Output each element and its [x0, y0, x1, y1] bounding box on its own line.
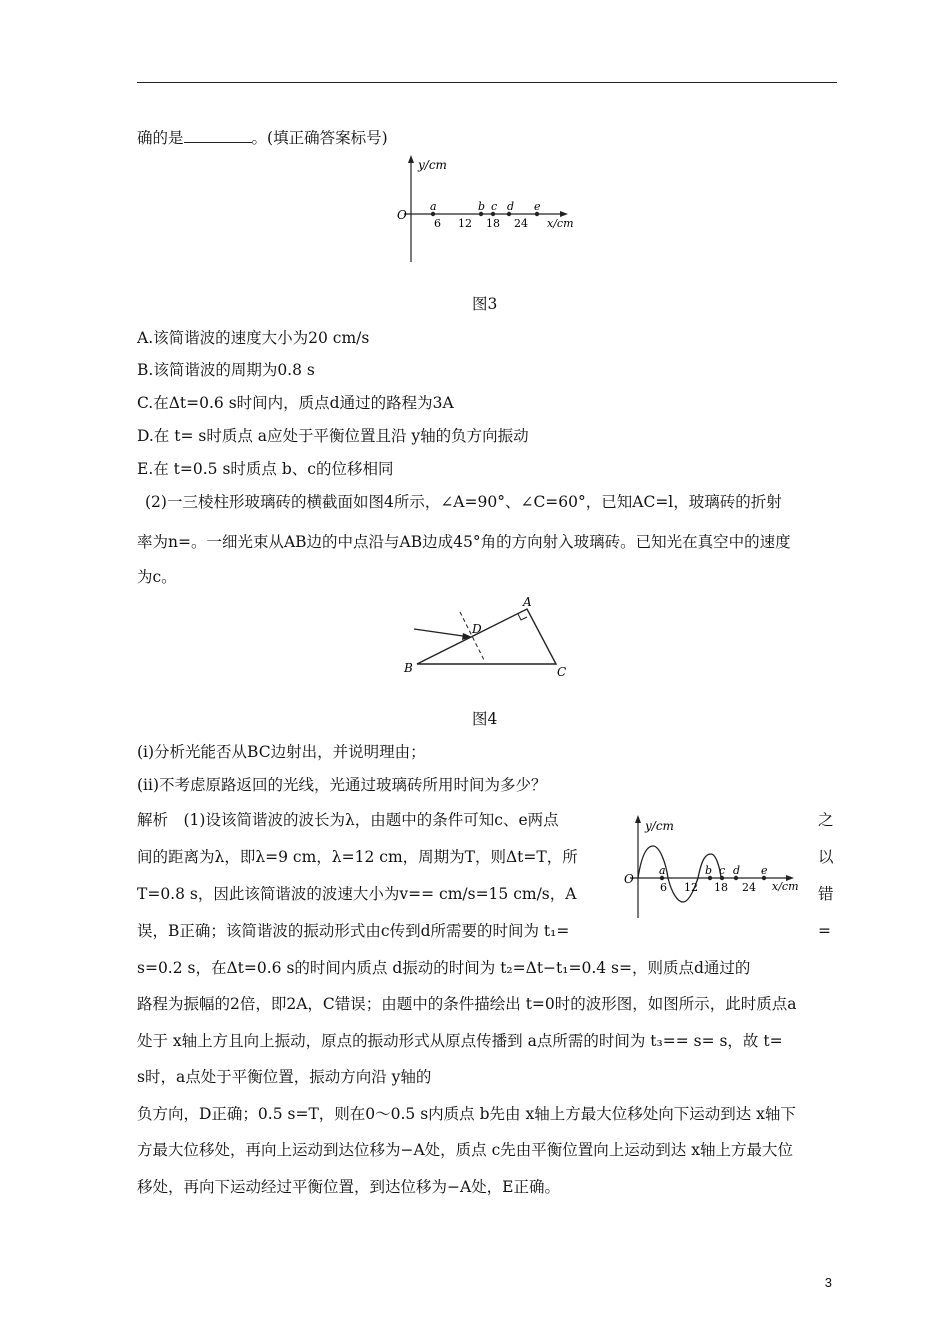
- label-a: A: [523, 595, 532, 609]
- solution-line-7: 处于 x轴上方且向上振动，原点的振动形式从原点传播到 a点所需的时间为 t₃== s= s，故 t=: [137, 1032, 783, 1050]
- solution-right-3: 错: [818, 885, 834, 903]
- sol-point-c-label: c: [719, 864, 726, 877]
- solution-wave-figure: [620, 812, 810, 922]
- tick-24: 24: [514, 217, 528, 230]
- y-axis-arrow: [408, 155, 414, 163]
- label-c: C: [557, 665, 567, 679]
- figure-3-caption: 图3: [472, 295, 498, 313]
- sol-y-axis-arrow: [635, 815, 641, 823]
- solution-line-9: 负方向，D正确；0.5 s=T，则在0～0.5 s内质点 b先由 x轴上方最大位移处向下运动到达 x轴下: [137, 1105, 796, 1123]
- right-angle-mark: [518, 614, 527, 620]
- tick-6: 6: [434, 217, 441, 230]
- solution-line-10: 方最大位移处，再向上运动到达位移为−A处，质点 c先由平衡位置向上运动到达 x轴上方最大位: [137, 1141, 793, 1159]
- x-ticks: [434, 217, 528, 230]
- option-a: A.该简谐波的速度大小为20 cm/s: [137, 329, 370, 347]
- label-d: D: [472, 622, 482, 636]
- option-e: E.在 t=0.5 s时质点 b、c的位移相同: [137, 460, 394, 478]
- sol-point-b-label: b: [705, 864, 713, 877]
- sol-tick-6: 6: [660, 881, 667, 894]
- figure-3: [392, 152, 592, 267]
- solution-wrap-2: 间的距离为λ，即λ=9 cm，λ=12 cm，周期为T，则Δt=T，所: [137, 848, 578, 866]
- option-d: D.在 t= s时质点 a应处于平衡位置且沿 y轴的负方向振动: [137, 427, 529, 445]
- sol-x-axis-label: x/cm: [772, 880, 799, 893]
- q2-line-1: (2)一三棱柱形玻璃砖的横截面如图4所示，∠A=90°、∠C=60°，已知AC=l，玻璃砖的折射: [145, 493, 782, 511]
- figure-4: [400, 592, 580, 682]
- header-rule: [137, 82, 837, 83]
- tick-12: 12: [458, 217, 472, 230]
- solution-line-5: s=0.2 s，在Δt=0.6 s的时间内质点 d振动的时间为 t₂=Δt−t₁=0.4 s=，则质点d通过的: [137, 959, 751, 977]
- point-c-label: c: [491, 200, 498, 213]
- intro-line: [137, 128, 388, 148]
- solution-wrap-3: T=0.8 s，因此该简谐波的波速大小为v== cm/s=15 cm/s，A: [137, 885, 577, 903]
- incident-ray: [414, 629, 470, 637]
- sol-point-a-label: a: [659, 864, 666, 877]
- sol-tick-24: 24: [742, 881, 756, 894]
- tick-18: 18: [486, 217, 500, 230]
- sol-point-d-label: d: [733, 864, 741, 877]
- solution-line-11: 移处，再向下运动经过平衡位置，到达位移为−A处，E正确。: [137, 1178, 560, 1196]
- figure-4-caption: 图4: [472, 710, 498, 728]
- q2-line-3: 为c。: [137, 568, 177, 586]
- page-number: 3: [824, 1275, 832, 1290]
- sol-x-ticks: [660, 881, 756, 894]
- prism-triangle: [417, 609, 556, 664]
- q2-line-2: 率为n=。一细光束从AB边的中点沿与AB边成45°角的方向射入玻璃砖。已知光在真空中的速度: [137, 533, 791, 551]
- point-d-label: d: [507, 200, 515, 213]
- sub-question-2: (ⅱ)不考虑原路返回的光线，光通过玻璃砖所用时间为多少？: [137, 776, 547, 794]
- sol-y-axis-label: y/cm: [645, 819, 674, 833]
- point-a-label: a: [430, 200, 437, 213]
- solution-line-6: 路程为振幅的2倍，即2A，C错误；由题中的条件描绘出 t=0时的波形图，如图所示，此时质点a: [137, 995, 797, 1013]
- sub-question-1: (ⅰ)分析光能否从BC边射出，并说明理由；: [137, 743, 426, 761]
- sol-tick-12: 12: [684, 881, 698, 894]
- solution-line-8: s时，a点处于平衡位置，振动方向沿 y轴的: [137, 1068, 432, 1086]
- intro-prefix: 确的是: [137, 129, 184, 147]
- solution-wrap-1: 解析 (1)设该简谐波的波长为λ，由题中的条件可知c、e两点: [137, 811, 559, 829]
- option-b: B.该简谐波的周期为0.8 s: [137, 361, 315, 379]
- intro-suffix: 。(填正确答案标号): [251, 129, 388, 147]
- solution-right-1: 之: [818, 811, 834, 829]
- answer-blank: [184, 128, 252, 143]
- point-e-label: e: [534, 200, 541, 213]
- point-b-label: b: [478, 200, 486, 213]
- sol-origin-label: O: [624, 872, 634, 886]
- solution-right-4: =: [818, 922, 831, 940]
- origin-label: O: [397, 208, 407, 222]
- sol-tick-18: 18: [714, 881, 728, 894]
- solution-right-2: 以: [818, 848, 834, 866]
- label-b: B: [404, 661, 413, 675]
- x-axis-label: x/cm: [547, 217, 574, 230]
- y-axis-label: y/cm: [418, 158, 447, 172]
- sol-point-e-label: e: [761, 864, 768, 877]
- solution-wrap-4: 误，B正确；该简谐波的振动形式由c传到d所需要的时间为 t₁=: [137, 922, 570, 940]
- option-c: C.在Δt=0.6 s时间内，质点d通过的路程为3A: [137, 394, 454, 412]
